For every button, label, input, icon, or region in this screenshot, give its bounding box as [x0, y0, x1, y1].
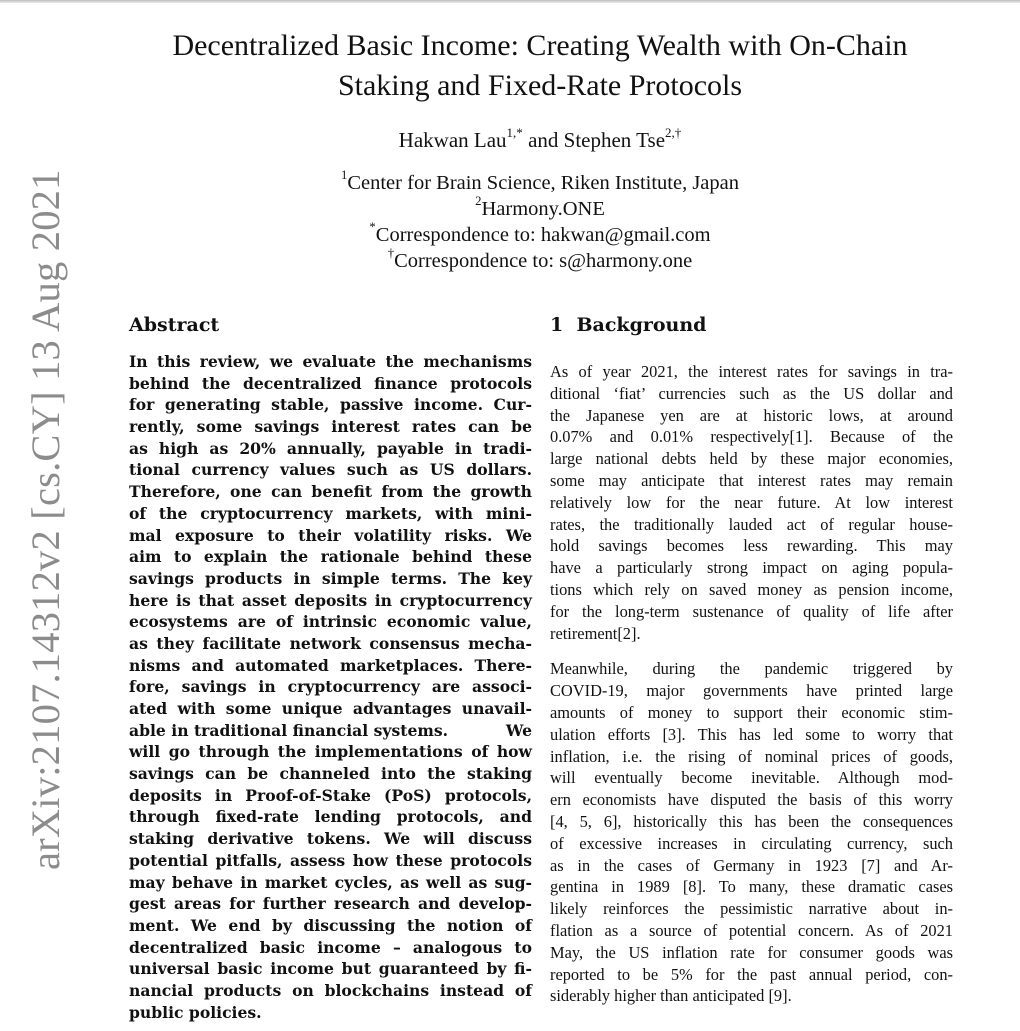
text-line: large national debts held by these major economies,	[550, 449, 953, 469]
abstract-heading: Abstract	[129, 314, 220, 336]
text-line: for the long-term sustenance of quality of life after	[550, 601, 953, 621]
abstract-line: nisms and automated marketplaces. There-	[129, 655, 532, 675]
text-line: Meanwhile, during the pandemic triggered by	[550, 659, 953, 679]
abstract-line: for generating stable, passive income. Cur-	[129, 395, 532, 415]
abstract-line: In this review, we evaluate the mechanisms	[129, 352, 532, 371]
abstract-line: savings products in simple terms. The key	[129, 568, 532, 588]
abstract-line-head: able in traditional financial systems.	[129, 720, 449, 740]
abstract-line: aim to explain the rationale behind these	[129, 547, 532, 567]
author-name: Hakwan Lau	[398, 128, 507, 152]
abstract-line: through fixed-rate lending protocols, and	[129, 807, 532, 827]
text-line: inflation, i.e. the rising of nominal prices of goods,	[550, 746, 953, 766]
text-line: likely reinforces the pessimistic narrative about in-	[550, 899, 953, 919]
text-line: relatively low for the near future. At low interest	[550, 492, 953, 512]
text-line: ditional ‘fiat’ currencies such as the US dollar and	[550, 383, 953, 403]
text-line: will eventually become inevitable. Although mod-	[550, 768, 953, 788]
text-line: flation as a source of potential concern. As of 2021	[550, 920, 953, 940]
abstract-line-split	[129, 720, 532, 742]
title-line: Staking and Fixed-Rate Protocols	[337, 69, 743, 102]
affiliation-line	[120, 170, 960, 196]
text-line: siderably higher than anticipated [9].	[550, 986, 792, 1006]
abstract-text	[129, 351, 532, 1023]
paragraph-gap	[550, 644, 953, 658]
affiliation-text: Harmony.ONE	[481, 198, 605, 220]
correspondence-line	[120, 222, 960, 248]
paragraph	[550, 361, 953, 644]
abstract-line: will go through the implementations of how	[129, 742, 532, 762]
abstract-line: ated with some unique advantages unavail-	[129, 699, 532, 718]
text-line: retirement[2].	[550, 623, 641, 643]
abstract-line: ecosystems are of intrinsic economic value,	[129, 612, 532, 632]
abstract-line: as they facilitate network consensus mecha-	[129, 633, 532, 653]
author-name: Stephen Tse	[563, 128, 666, 152]
text-line: ulation efforts [3]. This has led some to worry that	[550, 724, 953, 744]
abstract-line: public policies.	[129, 1002, 262, 1022]
abstract-line: Therefore, one can benefit from the growth	[129, 482, 532, 502]
abstract-line: staking derivative tokens. We will discuss	[129, 829, 532, 849]
affiliation-mark: *	[369, 220, 376, 235]
abstract-line: decentralized basic income – analogous to	[129, 937, 532, 957]
correspondence-line	[120, 248, 960, 274]
text-line: of excessive increases in circulating currency, such	[550, 833, 953, 853]
text-line: ern economists have disputed the basis of this worry	[550, 790, 953, 810]
section-title: Background	[576, 314, 707, 336]
abstract-line: deposits in Proof-of-Stake (PoS) protocols,	[129, 785, 532, 805]
abstract-line: as high as 20% annually, payable in tradi-	[129, 438, 532, 458]
abstract-line: mal exposure to their volatility risks. We	[129, 525, 532, 545]
window-top-border	[0, 0, 1020, 3]
text-line: rates, the traditionally lauded act of regular house-	[550, 514, 953, 534]
correspondence-email[interactable]: Correspondence to: s@harmony.one	[394, 250, 693, 272]
affiliation-text: Center for Brain Science, Riken Institute, Japan	[347, 172, 740, 194]
text-line: [4, 5, 6], historically this has been the consequences	[550, 811, 953, 831]
abstract-line: ment. We end by discussing the notion of	[129, 915, 532, 935]
abstract-line: may behave in market cycles, as well as sug-	[129, 872, 532, 892]
correspondence-email[interactable]: Correspondence to: hakwan@gmail.com	[375, 224, 711, 246]
text-line: tions which rely on saved money as pension income,	[550, 579, 953, 599]
abstract-line: of the cryptocurrency markets, with mini-	[129, 503, 532, 523]
abstract-line: gest areas for further research and develop-	[129, 894, 532, 914]
text-line: hold savings becomes less rewarding. This may	[550, 536, 953, 556]
text-line: the Japanese yen are at historic lows, at around	[550, 405, 953, 425]
section-heading-background	[550, 314, 706, 336]
abstract-line: potential pitfalls, assess how these protocols	[129, 850, 532, 870]
text-line: reported to be 5% for the past annual period, con-	[550, 964, 953, 984]
paper-title	[120, 26, 960, 106]
section-number: 1	[550, 314, 564, 336]
text-line: amounts of money to support their economic stim-	[550, 702, 953, 722]
abstract-line: rently, some savings interest rates can be	[129, 417, 532, 437]
background-text	[550, 361, 953, 1007]
author-list	[120, 125, 960, 153]
abstract-line-tail: We	[505, 720, 532, 740]
abstract-line: tional currency values such as US dollars.	[129, 460, 532, 480]
abstract-line: fore, savings in cryptocurrency are associ-	[129, 677, 532, 697]
author-affiliation-mark: 1,*	[506, 125, 523, 141]
text-line: gentina in 1989 [8]. To many, these dramatic cases	[550, 877, 953, 897]
author-conjunction: and	[522, 128, 564, 152]
paragraph	[550, 658, 953, 1007]
text-line: some may anticipate that interest rates may remain	[550, 470, 953, 490]
affiliation-mark: †	[387, 246, 395, 261]
text-line: have a particularly strong impact on aging popula-	[550, 558, 953, 578]
text-line: COVID-19, major governments have printed large	[550, 681, 953, 701]
abstract-line: universal basic income but guaranteed by fi-	[129, 959, 532, 979]
abstract-line: nancial products on blockchains instead of	[129, 980, 532, 1000]
author-affiliation-mark: 2,†	[665, 125, 682, 141]
arxiv-identifier-stamp: arXiv:2107.14312v2 [cs.CY] 13 Aug 2021	[23, 169, 68, 870]
text-line: As of year 2021, the interest rates for savings in tra-	[550, 362, 953, 381]
abstract-line: here is that asset deposits in cryptocurrency	[129, 590, 532, 610]
title-line: Decentralized Basic Income: Creating Wealth with On-Chain	[172, 29, 908, 62]
text-line: May, the US inflation rate for consumer goods was	[550, 942, 953, 962]
text-line: as in the cases of Germany in 1923 [7] and Ar-	[550, 855, 953, 875]
affiliations	[120, 170, 960, 274]
abstract-line: savings can be channeled into the staking	[129, 764, 532, 784]
affiliation-mark: 2	[475, 194, 482, 209]
affiliation-mark: 1	[340, 168, 348, 183]
text-line: 0.07% and 0.01% respectively[1]. Because of the	[550, 427, 953, 447]
affiliation-line	[120, 196, 960, 222]
abstract-line: behind the decentralized finance protocols	[129, 373, 532, 393]
